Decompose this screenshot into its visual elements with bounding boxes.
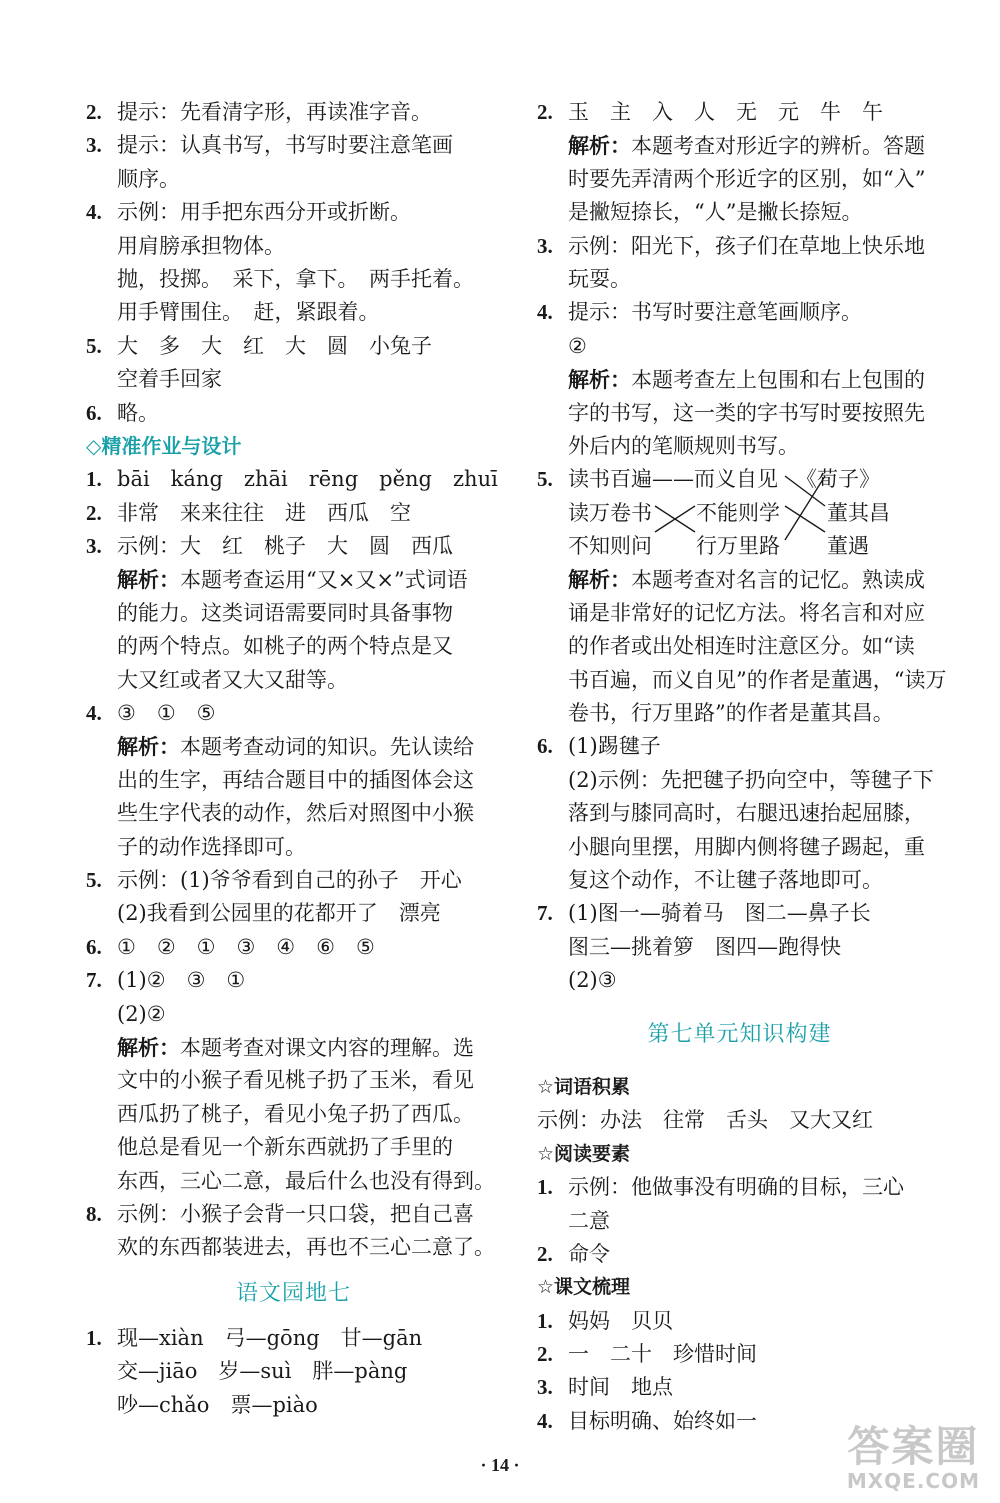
answer-line <box>537 764 942 797</box>
analysis-line <box>86 831 501 864</box>
answer-text: 妈妈 贝贝 <box>568 1308 673 1333</box>
answer-line <box>86 998 501 1031</box>
answer-text: 大 多 大 红 大 圆 小兔子 <box>117 333 432 358</box>
analysis-line <box>537 397 942 430</box>
match-quote-end: 不能则学 <box>696 500 780 525</box>
item-number: 3. <box>537 233 553 258</box>
analysis-text: 的两个特点。如桃子的两个特点是又 <box>117 634 453 659</box>
match-quote-start: 读书百遍 <box>568 467 652 492</box>
right-column <box>537 96 947 1438</box>
answer-text: 交—jiāo 岁—suì 胖—pàng <box>117 1359 408 1384</box>
analysis-text: 外后内的笔顺规则书写。 <box>568 433 799 458</box>
analysis-text: 本题考查左上包围和右上包围的 <box>631 368 925 393</box>
answer-text: 示例：大 红 桃子 大 圆 西瓜 <box>117 534 453 559</box>
analysis-line <box>86 597 501 630</box>
item-number: 1. <box>86 467 102 492</box>
match-dash: —— <box>652 467 694 492</box>
answer-text: 目标明确、始终如一 <box>568 1408 757 1433</box>
item-number: 2. <box>537 1241 553 1266</box>
item-number: 6. <box>86 400 102 425</box>
answer-text: (2)我看到公园里的花都开了 漂亮 <box>117 901 441 926</box>
answer-text: 欢的东西都装进去，再也不三心二意了。 <box>117 1235 495 1260</box>
analysis-line <box>537 196 942 229</box>
answer-text: (1)图一—骑着马 图二—鼻子长 <box>568 901 871 926</box>
answer-line <box>537 964 942 997</box>
item-number: 7. <box>537 901 553 926</box>
answer-line <box>86 296 501 329</box>
answer-line <box>537 1104 942 1137</box>
item-number: 5. <box>86 333 102 358</box>
answer-text: 小腿向里摆，用脚内侧将毽子踢起，重 <box>568 834 925 859</box>
answer-line <box>537 864 942 897</box>
analysis-line <box>537 163 942 196</box>
analysis-text: 本题考查运用“又×又×”式词语 <box>180 568 468 593</box>
analysis-text: 出的生字，再结合题目中的插图体会这 <box>117 767 474 792</box>
answer-line <box>86 864 501 897</box>
item-number: 2. <box>86 100 102 124</box>
item-number: 4. <box>86 200 102 225</box>
answer-line <box>86 163 501 196</box>
section-title: 语文园地七 <box>235 1280 351 1306</box>
analysis-line <box>537 664 947 697</box>
item-number: 2. <box>86 500 102 525</box>
answer-text: (2)③ <box>568 968 617 993</box>
answer-line <box>86 897 501 930</box>
item-number: 7. <box>86 968 102 993</box>
match-quote-end: 而义自见 <box>694 467 778 492</box>
answer-line <box>86 263 501 296</box>
item-number: 1. <box>537 1308 553 1333</box>
match-quote-end: 行万里路 <box>696 534 780 559</box>
analysis-text: 文中的小猴子看见桃子扔了玉米，看见 <box>117 1068 474 1093</box>
item-number: 1. <box>86 1326 102 1351</box>
analysis-line <box>86 1031 501 1064</box>
answer-text: (1)② ③ ① <box>117 968 246 993</box>
section-title: 第七单元知识构建 <box>647 1021 832 1047</box>
answer-text: 命令 <box>568 1241 610 1266</box>
answer-text: ② <box>568 333 587 358</box>
analysis-text: 子的动作选择即可。 <box>117 834 306 859</box>
analysis-text: 本题考查对课文内容的理解。选 <box>180 1035 474 1060</box>
item-number: 4. <box>86 701 102 726</box>
match-quote-start: 读万卷书 <box>568 500 652 525</box>
answer-text: 时间 地点 <box>568 1375 673 1400</box>
answer-text: 复这个动作，不让毽子落地即可。 <box>568 867 883 892</box>
answer-text: 示例：他做事没有明确的目标，三心 <box>568 1175 904 1200</box>
answer-text: ① ② ① ③ ④ ⑥ ⑤ <box>117 934 375 959</box>
answer-line <box>537 1238 942 1271</box>
analysis-label: 解析： <box>117 1034 180 1060</box>
analysis-line <box>537 430 942 463</box>
analysis-line <box>86 1165 501 1198</box>
answer-text: 示例：用手把东西分开或折断。 <box>117 200 411 225</box>
analysis-text: 本题考查动词的知识。先认读给 <box>180 735 474 760</box>
analysis-line <box>86 563 501 596</box>
analysis-line <box>86 664 501 697</box>
subsection-heading: ☆阅读要素 <box>537 1142 631 1165</box>
item-number: 5. <box>86 867 102 892</box>
page-number-text: 14 <box>491 1455 509 1475</box>
item-number: 5. <box>537 467 553 492</box>
watermark-logo: 答案圈 <box>847 1422 980 1471</box>
answer-text: (2)② <box>117 1001 166 1026</box>
answer-text: (1)踢毽子 <box>568 734 661 759</box>
answer-text: 玉 主 入 人 无 元 牛 午 <box>568 100 883 124</box>
analysis-text: 书百遍，而义自见”的作者是董遇，“读万 <box>568 667 947 692</box>
answer-text: 用肩膀承担物体。 <box>117 233 285 258</box>
analysis-text: 本题考查对名言的记忆。熟读成 <box>631 568 925 593</box>
answer-line <box>86 129 501 162</box>
analysis-line <box>86 630 501 663</box>
analysis-label: 解析： <box>117 567 180 593</box>
item-number: 4. <box>537 300 553 325</box>
answer-line <box>86 330 501 363</box>
answer-line <box>86 497 501 530</box>
answer-line <box>86 1198 501 1231</box>
answer-text: 一 二十 珍惜时间 <box>568 1342 757 1367</box>
match-quote-start: 不知则问 <box>568 534 652 559</box>
watermark <box>846 1422 980 1493</box>
answer-line <box>537 1371 942 1404</box>
answer-text: 示例：办法 往常 舌头 又大又红 <box>537 1108 873 1133</box>
answer-text: 落到与膝同高时，右腿迅速抬起屈膝， <box>568 801 925 826</box>
analysis-line <box>86 1064 501 1097</box>
analysis-line <box>86 1098 501 1131</box>
answer-text: 示例：小猴子会背一只口袋，把自己喜 <box>117 1201 474 1226</box>
analysis-text: 西瓜扔了桃子，看见小兔子扔了西瓜。 <box>117 1101 474 1126</box>
answer-line <box>537 263 942 296</box>
answer-line <box>86 230 501 263</box>
match-source: 《荀子》 <box>796 467 880 492</box>
answer-line <box>86 196 501 229</box>
answer-text: (2)示例：先把毽子扔向空中，等毽子下 <box>568 767 934 792</box>
item-number: 2. <box>537 1342 553 1367</box>
match-source: 董遇 <box>827 534 869 559</box>
answer-line <box>86 463 501 496</box>
analysis-line <box>86 764 501 797</box>
answer-line <box>86 931 501 964</box>
answer-line <box>86 964 501 997</box>
answer-text: 示例：阳光下，孩子们在草地上快乐地 <box>568 233 925 258</box>
answer-line <box>86 397 501 430</box>
analysis-line <box>537 697 942 730</box>
answer-text: 现—xiàn 弓—gōng 甘—gān <box>117 1326 423 1351</box>
analysis-line <box>537 129 942 162</box>
page-dot: · <box>480 1455 491 1475</box>
answer-line <box>537 296 942 329</box>
subsection-heading: ☆词语积累 <box>537 1075 631 1098</box>
analysis-label: 解析： <box>568 133 631 159</box>
subsection-heading: ☆课文梳理 <box>537 1276 631 1299</box>
answer-text: 用手臂围住。 赶，紧跟着。 <box>117 300 380 325</box>
answer-line <box>537 831 942 864</box>
analysis-text: 东西，三心二意，最后什么也没有得到。 <box>117 1168 495 1193</box>
answer-line <box>537 730 942 763</box>
item-number: 3. <box>86 133 102 158</box>
match-connector-lines <box>537 462 942 572</box>
analysis-line <box>537 363 942 396</box>
answer-text: 提示：先看清字形，再读准字音。 <box>117 100 432 124</box>
analysis-text: 诵是非常好的记忆方法。将名言和对应 <box>568 600 925 625</box>
answer-line <box>86 1389 501 1422</box>
analysis-text: 的能力。这类词语需要同时具备事物 <box>117 600 453 625</box>
answer-line <box>86 363 501 396</box>
item-number: 3. <box>86 534 102 559</box>
answer-line <box>537 1338 942 1371</box>
answer-line <box>537 1171 942 1204</box>
analysis-line <box>86 797 501 830</box>
answer-line <box>537 1205 942 1238</box>
analysis-text: 他总是看见一个新东西就扔了手里的 <box>117 1135 453 1160</box>
analysis-label: 解析： <box>568 567 631 593</box>
analysis-line <box>537 597 942 630</box>
section-heading: ◇精准作业与设计 <box>86 433 242 458</box>
analysis-text: 的作者或出处相连时注意区分。如“读 <box>568 634 915 659</box>
answer-text: bāi káng zhāi rēng pěng zhuī <box>117 467 498 492</box>
analysis-text: 些生字代表的动作，然后对照图中小猴 <box>117 801 474 826</box>
watermark-url: MXQE.COM <box>846 1469 980 1493</box>
analysis-line <box>86 730 501 763</box>
answer-line <box>537 931 942 964</box>
answer-text: 吵—chǎo 票—piào <box>117 1392 318 1417</box>
answer-line <box>537 330 942 363</box>
answer-line <box>537 230 942 263</box>
analysis-text: 是撇短捺长，“人”是撇长捺短。 <box>568 200 863 225</box>
match-line <box>785 476 825 506</box>
answer-line <box>537 897 942 930</box>
analysis-text: 时要先弄清两个形近字的区别，如“入” <box>568 166 926 191</box>
answer-line <box>537 96 942 129</box>
analysis-text: 卷书，行万里路”的作者是董其昌。 <box>568 701 894 726</box>
answer-line <box>86 1322 501 1355</box>
answer-line <box>537 797 942 830</box>
item-number: 3. <box>537 1375 553 1400</box>
item-number: 2. <box>537 100 553 124</box>
item-number: 6. <box>86 934 102 959</box>
answer-text: 提示：认真书写，书写时要注意笔画 <box>117 133 453 158</box>
answer-line <box>86 697 501 730</box>
page-dot: · <box>509 1455 520 1475</box>
item-number: 6. <box>537 734 553 759</box>
answer-line <box>86 1231 501 1264</box>
answer-text: 图三—挑着箩 图四—跑得快 <box>568 934 841 959</box>
analysis-text: 本题考查对形近字的辨析。答题 <box>631 134 925 159</box>
answer-line <box>86 1355 501 1388</box>
item-number: 4. <box>537 1408 553 1433</box>
match-line <box>785 506 825 532</box>
answer-text: ③ ① ⑤ <box>117 701 216 726</box>
answer-text: 示例：(1)爷爷看到自己的孙子 开心 <box>117 867 462 892</box>
answer-text: 空着手回家 <box>117 367 222 392</box>
answer-text: 非常 来来往往 进 西瓜 空 <box>117 500 411 525</box>
left-column <box>86 96 501 1422</box>
analysis-label: 解析： <box>117 734 180 760</box>
answer-text: 二意 <box>568 1208 610 1233</box>
answer-line <box>86 530 501 563</box>
analysis-label: 解析： <box>568 367 631 393</box>
answer-text: 玩耍。 <box>568 266 631 291</box>
analysis-text: 字的书写，这一类的字书写时要按照先 <box>568 400 925 425</box>
match-line <box>785 476 825 540</box>
match-source: 董其昌 <box>827 500 890 525</box>
analysis-line <box>86 1131 501 1164</box>
item-number: 1. <box>537 1175 553 1200</box>
answer-line <box>537 1305 942 1338</box>
analysis-line <box>537 630 942 663</box>
answer-text: 顺序。 <box>117 166 180 191</box>
answer-text: 提示：书写时要注意笔画顺序。 <box>568 300 862 325</box>
answer-line <box>86 96 501 129</box>
analysis-text: 大又红或者又大又甜等。 <box>117 667 348 692</box>
answer-text: 抛，投掷。 采下，拿下。 两手托着。 <box>117 266 474 291</box>
answer-text: 略。 <box>117 400 159 425</box>
item-number: 8. <box>86 1201 102 1226</box>
